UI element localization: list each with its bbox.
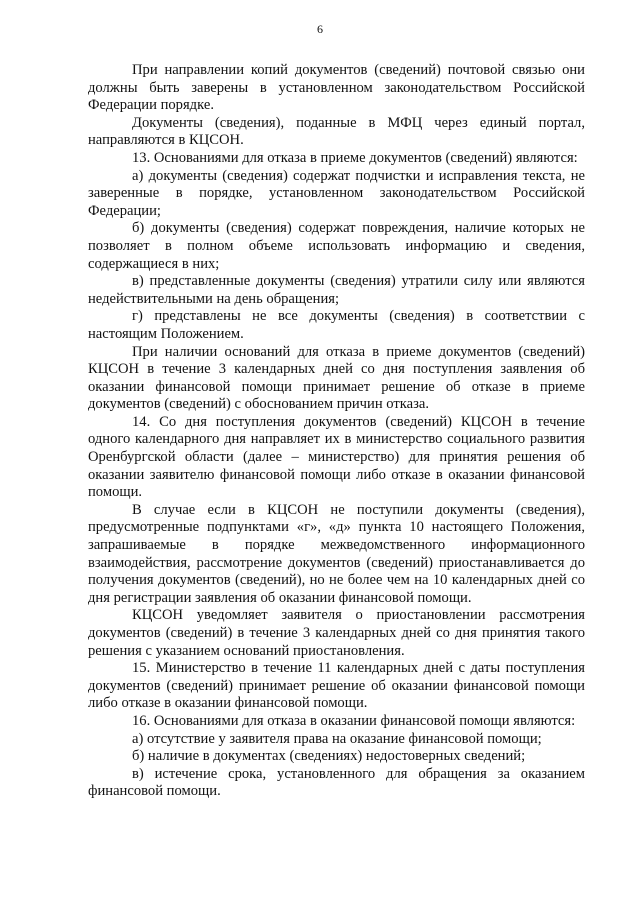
paragraph-13-g: г) представлены не все документы (сведения) в соответствии с настоящим Положением. xyxy=(88,308,585,342)
paragraph-mfc-portal: Документы (сведения), поданные в МФЦ через единый портал, направляются в КЦСОН. xyxy=(88,114,585,149)
paragraph-16-v: в) истечение срока, установленного для обращения за оказанием финансовой помощи. xyxy=(88,765,585,800)
paragraph-14: 14. Со дня поступления документов (сведений) КЦСОН в течение одного календарного дня направляет их в министерство социального развития Оренбургской области (далее – министерство) для принятия решения об оказании заявителю финансовой помощи либо отказе в оказании финансовой помощи. xyxy=(88,413,585,501)
paragraph-refusal-decision: При наличии оснований для отказа в приеме документов (сведений) КЦСОН в течение 3 календарных дней со дня поступления заявления об оказании финансовой помощи принимает решение об отказе в приеме документов (сведений) с обоснованием причин отказа. xyxy=(88,343,585,413)
paragraph-13-a: а) документы (сведения) содержат подчистки и исправления текста, не заверенные в порядке, установленном законодательством Российской Федерации; xyxy=(88,167,585,219)
paragraph-suspension: В случае если в КЦСОН не поступили документы (сведения), предусмотренные подпунктами «г», «д» пункта 10 настоящего Положения, запрашиваемые в порядке межведомственного информационного взаимодействия, рассмотрение документов (сведений) приостанавливается до получения документов (сведений), но не более чем на 10 календарных дней со дня регистрации заявления об оказании финансовой помощи. xyxy=(88,501,585,606)
paragraph-16-b: б) наличие в документах (сведениях) недостоверных сведений; xyxy=(132,748,526,765)
document-body xyxy=(88,62,585,801)
paragraph-16-a: а) отсутствие у заявителя права на оказание финансовой помощи; xyxy=(132,730,542,747)
paragraph-mail-copies: При направлении копий документов (сведений) почтовой связью они должны быть заверены в установленном законодательством Российской Федерации порядке. xyxy=(88,62,585,114)
paragraph-13-b: б) документы (сведения) содержат повреждения, наличие которых не позволяет в полном объеме использовать информацию и сведения, содержащиеся в них; xyxy=(88,220,585,272)
paragraph-16-heading: 16. Основаниями для отказа в оказании финансовой помощи являются: xyxy=(132,712,576,729)
paragraph-13-v: в) представленные документы (сведения) утратили силу или являются недействительными на день обращения; xyxy=(88,273,585,307)
paragraph-notification: КЦСОН уведомляет заявителя о приостановлении рассмотрения документов (сведений) в течение 3 календарных дней со дня принятия такого решения с указанием оснований приостановления. xyxy=(88,607,585,659)
page-number: 6 xyxy=(317,22,323,36)
paragraph-13-heading: 13. Основаниями для отказа в приеме документов (сведений) являются: xyxy=(132,149,578,166)
paragraph-15: 15. Министерство в течение 11 календарных дней с даты поступления документов (сведений) принимает решение об оказании финансовой помощи либо отказе в оказании финансовой помощи. xyxy=(88,660,585,712)
